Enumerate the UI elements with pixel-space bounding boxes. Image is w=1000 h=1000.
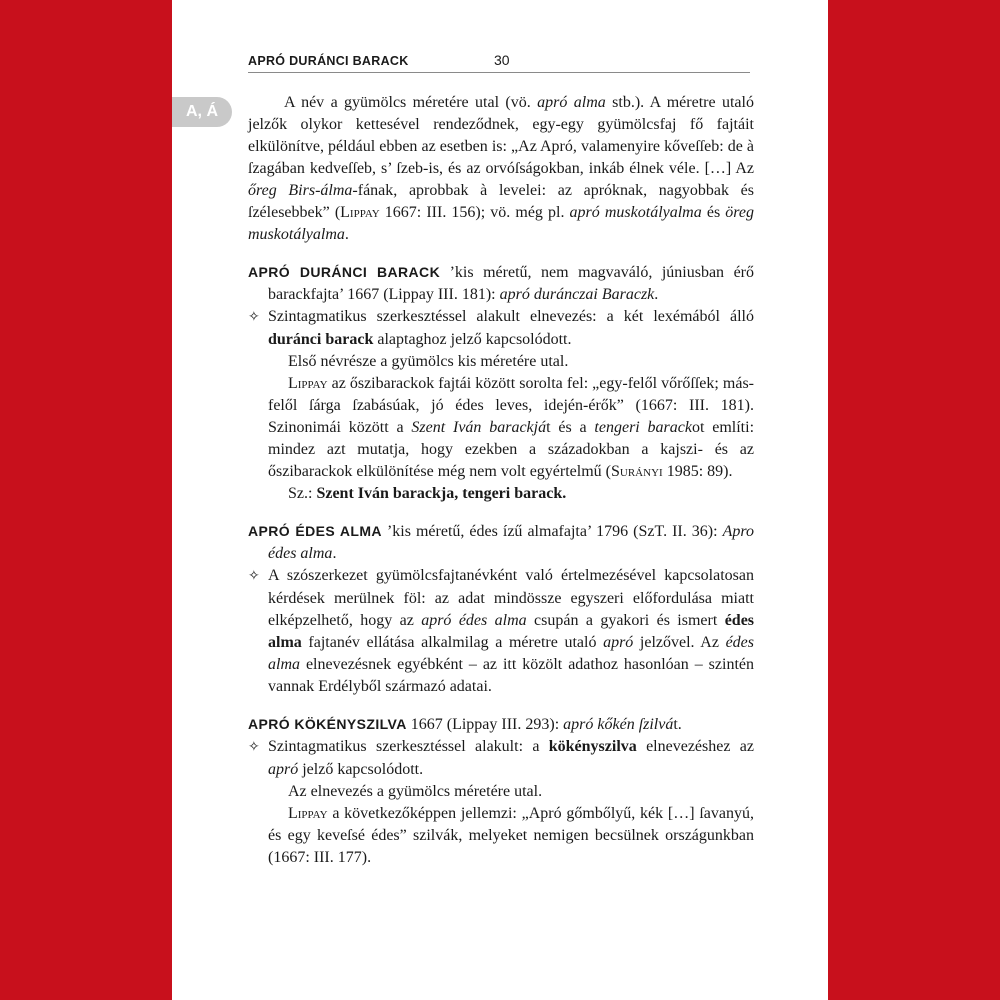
entry-comment-paragraph: Lippay a következőképpen jellemzi: „Apró gőmbőlyű, kék […] ſavanyú, és egy keveſsé édes” szilvák, melyeket nemigen becsülnek országunkban (1667: III. 177).: [268, 805, 754, 866]
synonyms: Sz.: Szent Iván barackja, tengeri barack.: [288, 485, 567, 502]
page-number: 30: [494, 52, 510, 68]
intro-paragraph: A név a gyümölcs méretére utal (vö. apró alma stb.). A méretre utaló jelzők olykor kettesével rendeződnek, egy-egy gyümölcsfaj fő fajtáit elkülönítve, például ebben az esetben is: „Az Apró, valamenyire kőveſſeb: de à ſzagában kedveſſeb, s’ ſzeb-is, és az orvóſságokban, inkáb élnek véle. […] Az őreg Birs-álma-fának, aprobbak à levelei: az apróknak, nagyobbak és ſzélesebbek” (Lippay 1667: III. 156); vö. még pl. apró muskotályalma és öreg muskotályalma.: [248, 94, 755, 243]
entry-comment: ✧ Szintagmatikus szerkesztéssel alakult elnevezés: a két lexémából álló duránci barack alaptaghoz jelző kapcsolódott.: [248, 308, 754, 348]
running-head: [248, 52, 750, 73]
entry-comment-paragraph: Az elnevezés a gyümölcs méretére utal.: [288, 783, 543, 800]
thumb-index-tab: A, Á: [172, 97, 232, 127]
diamond-icon: ✧: [248, 569, 260, 584]
entry-apro-kokenyszilva: APRÓ KÖKÉNYSZILVA 1667 (Lippay III. 293): apró kőkén ſzilvát.: [248, 716, 682, 733]
body-text: [248, 92, 754, 869]
book-page: [172, 0, 828, 1000]
entry-comment: ✧ Szintagmatikus szerkesztéssel alakult: a kökényszilva elnevezéshez az apró jelző kapcsolódott.: [248, 738, 754, 778]
entry-comment-paragraph: Lippay az őszibarackok fajtái között sorolta fel: „egy-felől vőrőſſek; más-felől ſárga ſzabásúak, jó édes leves, idején-érők” (1667: III. 181). Szinonimái között a Szent Iván barackját és a tengeri barackot említi: mindez azt mutatja, hogy ezekben a századokban a kajszi- és az őszibarackok elkülönítése még nem volt egyértelmű (Surányi 1985: 89).: [268, 375, 755, 480]
headword: APRÓ DURÁNCI BARACK: [248, 264, 441, 280]
entry-apro-duranci-barack: APRÓ DURÁNCI BARACK ’kis méretű, nem magvaváló, júniusban érő barackfajta’ 1667 (Lippay III. 181): apró duránczai Baraczk.: [248, 264, 754, 303]
entry-comment: ✧ A szószerkezet gyümölcsfajtanévként való értelmezésével kapcsolatosan kérdések merülnek föl: az adat mindössze egyszeri előfordulása miatt elképzelhető, hogy az apró édes alma csupán a gyakori és ismert édes alma fajtanév ellátása alkalmilag a méretre utaló apró jelzővel. Az édes alma elnevezésnek egyébként – az itt közölt adathoz hasonlóan – szintén vannak Erdélyből származó adatai.: [248, 567, 755, 695]
headword: APRÓ ÉDES ALMA: [248, 523, 382, 539]
running-head-title: APRÓ DURÁNCI BARACK: [248, 54, 409, 68]
diamond-icon: ✧: [248, 310, 260, 325]
entry-comment-paragraph: Első névrésze a gyümölcs kis méretére utal.: [288, 353, 569, 370]
headword: APRÓ KÖKÉNYSZILVA: [248, 716, 407, 732]
entry-apro-edes-alma: APRÓ ÉDES ALMA ’kis méretű, édes ízű almafajta’ 1796 (SzT. II. 36): Apro édes alma.: [248, 523, 754, 562]
diamond-icon: ✧: [248, 740, 260, 755]
